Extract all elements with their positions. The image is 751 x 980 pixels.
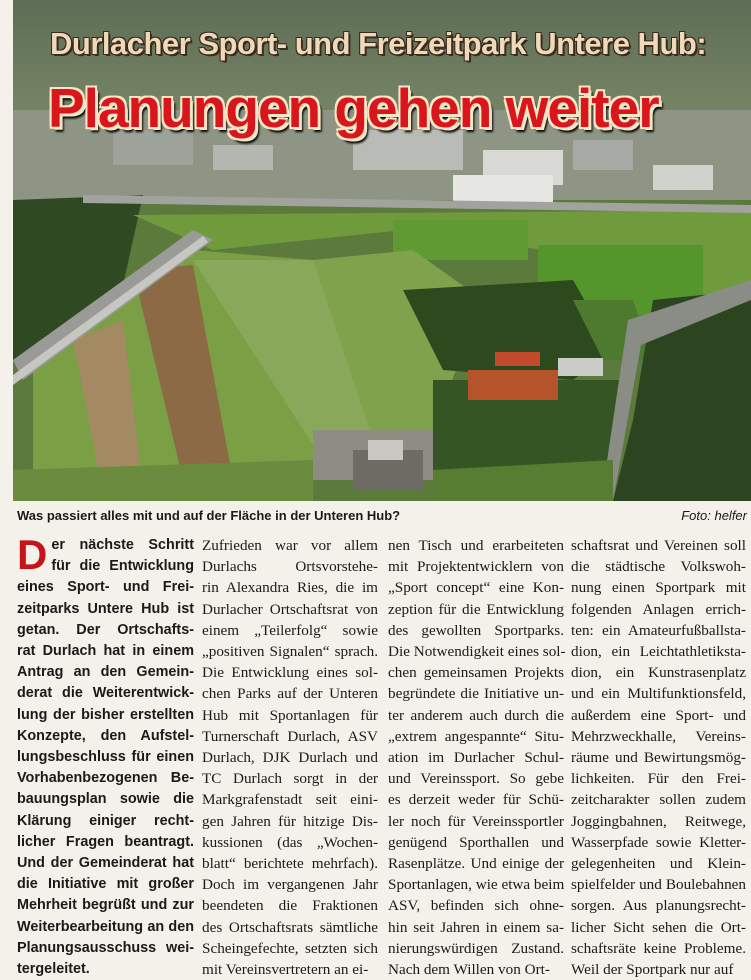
text-line: es derzeit weder für Schü- xyxy=(388,791,564,809)
text-line: des Ortschaftsrats sämtliche xyxy=(202,918,378,936)
text-line: „extrem angespannte“ Situ- xyxy=(388,727,564,745)
text-line: Planungsausschuss wei- xyxy=(17,939,194,956)
text-line: und Vereinssport. So gebe xyxy=(388,770,564,788)
text-line: zeption für die Entwicklung xyxy=(388,600,564,618)
text-line: chen Parks auf der Unteren xyxy=(202,685,378,703)
text-line: Zufrieden war vor allem xyxy=(202,537,378,554)
column-2-text xyxy=(202,535,378,980)
text-line: hin seit Jahren in einem sa- xyxy=(388,918,564,936)
text-line: gelegenheiten und Klein- xyxy=(571,855,746,873)
text-line: Konzepte, den Aufstel- xyxy=(17,727,194,744)
text-line: einem „Teilerfolg“ sowie xyxy=(202,621,378,639)
column-1-text xyxy=(17,531,194,980)
photo-caption: Was passiert alles mit und auf der Fläche in der Unteren Hub? xyxy=(17,508,401,523)
text-line: Scheingefechte, setzten sich xyxy=(202,939,378,957)
text-line: für die Entwicklung xyxy=(51,558,194,575)
text-line: nierungswürdigen Zustand. xyxy=(388,939,564,957)
text-line: Markgrafenstadt seit eini- xyxy=(202,791,378,809)
text-line: licher Sicht sehen die Ort- xyxy=(571,918,746,936)
text-line: lungsbeschluss für einen xyxy=(17,749,194,766)
text-line: nung einen Sportpark mit xyxy=(571,579,746,597)
text-line: derat die Weiterentwick- xyxy=(17,685,194,702)
text-line: Weiterbearbeitung an den xyxy=(17,918,194,935)
article-column-3 xyxy=(388,535,564,980)
text-line: Die Notwendigkeit eines sol- xyxy=(388,643,566,661)
text-line: die Initiative mit großer xyxy=(17,876,194,893)
text-line: räume und Bewirtungsmög- xyxy=(571,749,746,767)
text-line: Doch im vergangenen Jahr xyxy=(202,876,378,894)
text-line: TC Durlach sorgt in der xyxy=(202,770,378,788)
text-line: er nächste Schritt xyxy=(51,537,194,553)
text-line: mit Projektentwicklern von xyxy=(388,558,564,576)
text-line: tergeleitet. xyxy=(17,961,90,978)
text-line: licher Fragen beantragt. xyxy=(17,833,194,850)
text-line: Mehrzweckhalle, Vereins- xyxy=(571,727,746,745)
text-line: folgenden Anlagen errich- xyxy=(571,600,746,618)
text-line: „Sport concept“ eine Kon- xyxy=(388,579,564,597)
column-4-text xyxy=(571,535,746,980)
text-line: zeitparks Untere Hub ist xyxy=(17,600,194,617)
text-line: ation im Durlacher Schul- xyxy=(388,749,564,767)
article-column-1 xyxy=(17,531,194,980)
text-line: Wasserpfade sowie Kletter- xyxy=(571,833,746,851)
text-line: des gewollten Sportparks. xyxy=(388,621,564,639)
text-line: spielfelder und Boulebahnen xyxy=(571,876,746,894)
text-line: „positiven Signalen“ sprach. xyxy=(202,643,378,661)
text-line: gen Jahren für hitzige Dis- xyxy=(202,812,378,830)
text-line: Die Entwicklung eines sol- xyxy=(202,664,378,682)
text-line: rat Durlach hat in einem xyxy=(17,643,194,660)
text-line: Klärung einiger recht- xyxy=(17,812,194,829)
text-line: Turnerschaft Durlach, ASV xyxy=(202,727,378,745)
photo-caption-bar xyxy=(17,505,747,527)
text-line: die städtische Volkswoh- xyxy=(571,558,746,576)
text-line: ten: ein Amateurfußballsta- xyxy=(571,621,746,639)
text-line: sorgen. Aus planungsrecht- xyxy=(571,897,746,915)
text-line: ter anderem auch durch die xyxy=(388,706,564,724)
text-line: getan. Der Ortschafts- xyxy=(17,621,194,638)
text-line: Joggingbahnen, Reitwege, xyxy=(571,812,746,830)
text-line: Und der Gemeinderat hat xyxy=(17,855,194,872)
text-line: nen Tisch und erarbeiteten xyxy=(388,537,564,554)
text-line: Vorhabenbezogenen Be- xyxy=(17,770,194,787)
text-line: Weil der Sportpark nur auf xyxy=(571,961,734,979)
text-line: Antrag an den Gemein- xyxy=(17,664,194,681)
text-line: Sportanlagen, wie etwa beim xyxy=(388,876,565,894)
text-line: dion, ein Leichtathletiksta- xyxy=(571,643,746,661)
text-line: mit Vereinsvertretern an ei- xyxy=(202,961,369,979)
text-line: rin Alexandra Ries, die im xyxy=(202,579,378,597)
article-column-4 xyxy=(571,535,746,980)
text-line: und ein Multifunktionsfeld, xyxy=(571,685,746,703)
text-line: schaftsräte keine Probleme. xyxy=(571,939,746,957)
text-line: Rasenplätze. Und einige der xyxy=(388,855,564,873)
text-line: Hub mit Sportanlagen für xyxy=(202,706,378,724)
text-line: bauungsplan sowie die xyxy=(17,791,194,808)
text-line: beendeten die Fraktionen xyxy=(202,897,378,915)
text-line: dion, ein Kunstrasenplatz xyxy=(571,664,746,682)
text-line: chen gemeinsamen Projekts xyxy=(388,664,564,682)
text-line: Nach dem Willen von Ort- xyxy=(388,961,550,979)
article-column-2 xyxy=(202,535,378,980)
text-line: ler noch für Vereinssportler xyxy=(388,812,564,830)
text-line: zeitcharakter sollen zudem xyxy=(571,791,746,809)
text-line: schaftsrat und Vereinen soll xyxy=(571,537,746,554)
text-line: außerdem eine Sport- und xyxy=(571,706,746,724)
headline-main: Planungen gehen weiter xyxy=(48,77,659,139)
text-line: ASV, befinden sich ohne- xyxy=(388,897,564,915)
text-line: lichkeiten. Für den Frei- xyxy=(571,770,746,788)
text-line: eines Sport- und Frei- xyxy=(17,579,194,596)
text-line: Durlach, DJK Durlach und xyxy=(202,749,378,767)
text-line: lung der bisher erstellten xyxy=(17,706,194,723)
text-line: Durlachs Ortsvorstehe- xyxy=(202,558,378,576)
headline-kicker: Durlacher Sport- und Freizeitpark Untere Hub: xyxy=(50,26,707,61)
text-line: Durlacher Ortschaftsrat von xyxy=(202,600,378,618)
text-line: kussionen (das „Wochen- xyxy=(202,833,378,851)
dropcap: D xyxy=(17,531,48,578)
text-line: genügend Sporthallen und xyxy=(388,833,564,851)
photo-credit: Foto: helfer xyxy=(681,508,747,523)
text-line: begründete die Initiative un- xyxy=(388,685,564,703)
text-line: blatt“ berichtete mehrfach). xyxy=(202,855,378,873)
column-3-text xyxy=(388,535,564,980)
text-line: Mehrheit begrüßt und zur xyxy=(17,897,194,914)
